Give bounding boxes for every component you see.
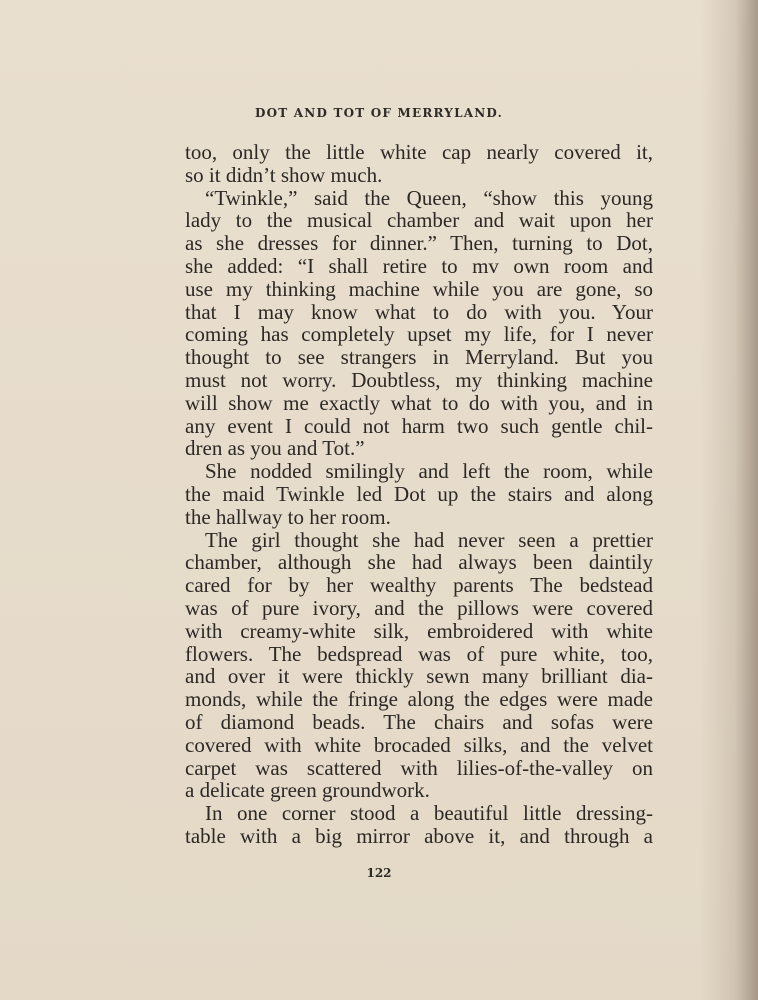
text-line: table with a big mirror above it, and through a <box>185 823 653 848</box>
text-line: monds, while the fringe along the edges were made <box>185 687 653 712</box>
text-line: a delicate green groundwork. <box>185 778 430 803</box>
text-line: that I may know what to do with you. Your <box>185 299 653 324</box>
page-number: 122 <box>366 866 392 880</box>
text-line: She nodded smilingly and left the room, while <box>205 459 653 484</box>
text-line: cared for by her wealthy parents The bedstead <box>185 573 653 598</box>
text-line: “Twinkle,” said the Queen, “show this young <box>205 185 653 210</box>
text-line: thought to see strangers in Merryland. But you <box>185 345 653 370</box>
text-line: the hallway to her room. <box>185 504 391 529</box>
text-line: of diamond beads. The chairs and sofas were <box>185 709 653 734</box>
text-line: must not worry. Doubtless, my thinking machine <box>185 367 653 392</box>
text-line: will show me exactly what to do with you, and in <box>185 390 653 415</box>
text-line: covered with white brocaded silks, and the velvet <box>185 732 653 757</box>
text-line: flowers. The bedspread was of pure white, too, <box>185 641 653 666</box>
text-line: any event I could not harm two such gentle chil- <box>185 413 653 438</box>
text-line: she added: “I shall retire to mv own room and <box>185 253 653 278</box>
text-line: as she dresses for dinner.” Then, turning to Dot, <box>185 231 653 256</box>
text-line: In one corner stood a beautiful little dressing- <box>205 801 653 826</box>
text-line: The girl thought she had never seen a prettier <box>205 527 653 552</box>
text-line: was of pure ivory, and the pillows were covered <box>185 595 653 620</box>
text-line: dren as you and Tot.” <box>185 436 365 461</box>
text-line: too, only the little white cap nearly covered it, <box>185 140 653 164</box>
text-line: and over it were thickly sewn many brilliant dia- <box>185 664 653 689</box>
text-line: carpet was scattered with lilies-of-the-valley on <box>185 755 653 780</box>
text-line: coming has completely upset my life, for I never <box>185 322 653 347</box>
text-line: the maid Twinkle led Dot up the stairs and along <box>185 481 653 506</box>
running-header: DOT AND TOT OF MERRYLAND. <box>255 106 503 120</box>
text-line: use my thinking machine while you are gone, so <box>185 276 653 301</box>
text-line: lady to the musical chamber and wait upon her <box>185 208 653 233</box>
text-line: chamber, although she had always been daintily <box>185 550 653 575</box>
text-line: so it didn’t show much. <box>185 162 383 187</box>
text-line: with creamy-white silk, embroidered with white <box>185 618 653 643</box>
body-text <box>185 141 653 848</box>
